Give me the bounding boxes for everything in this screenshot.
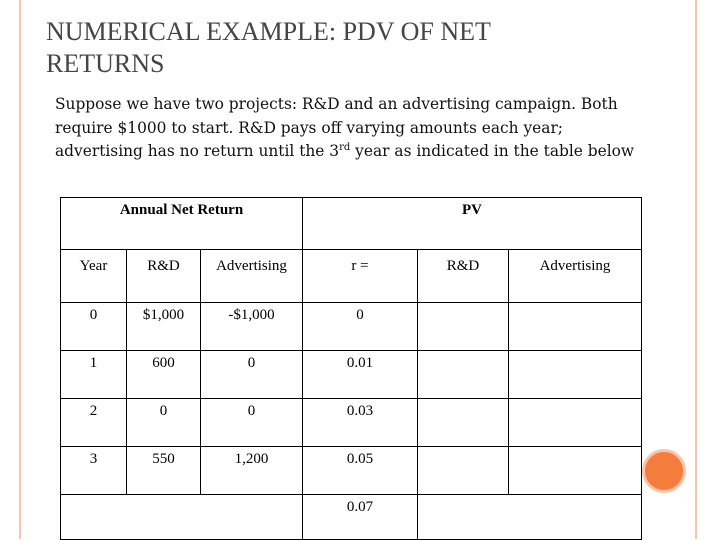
col-r: r = <box>303 250 418 303</box>
cell-pv-rd <box>418 351 509 399</box>
slide-title: NUMERICAL EXAMPLE: PDV OF NET RETURNS <box>46 17 491 78</box>
cell-adv: 0 <box>201 351 303 399</box>
cell-r: 0.07 <box>303 495 418 540</box>
cell-pv-rd <box>418 447 509 495</box>
cell-adv: -$1,000 <box>201 303 303 351</box>
col-year: Year <box>61 250 127 303</box>
cell-r: 0 <box>303 303 418 351</box>
cell-pv-rd <box>418 399 509 447</box>
cell-r: 0.03 <box>303 399 418 447</box>
cell-year: 0 <box>61 303 127 351</box>
paragraph-main: Suppose we have two projects: R&D and an advertising campaign. Both require $1000 to start. R&D pays off varying amounts each year; advertising has no return until the 3 <box>55 95 618 160</box>
col-advertising: Advertising <box>201 250 303 303</box>
table-row <box>61 303 642 351</box>
cell-year: 3 <box>61 447 127 495</box>
cell-year: 2 <box>61 399 127 447</box>
cell-rd: $1,000 <box>127 303 201 351</box>
cell-rd: 550 <box>127 447 201 495</box>
table-row <box>61 447 642 495</box>
table-column-header-row <box>61 250 642 303</box>
col-pv-rd: R&D <box>418 250 509 303</box>
cell-pv-adv <box>509 303 642 351</box>
paragraph-end: year as indicated in the table below <box>350 142 635 160</box>
table-group-header-row <box>61 198 642 250</box>
paragraph-superscript: rd <box>339 141 351 153</box>
cell-r: 0.05 <box>303 447 418 495</box>
table-row <box>61 399 642 447</box>
table-row <box>61 495 642 540</box>
header-annual-net-return: Annual Net Return <box>61 198 303 250</box>
returns-table <box>60 197 642 540</box>
table-row <box>61 351 642 399</box>
cell-rd: 600 <box>127 351 201 399</box>
cell-adv: 1,200 <box>201 447 303 495</box>
cell-empty-merged <box>61 495 303 540</box>
decorative-circle <box>642 449 686 493</box>
cell-pv-adv <box>509 351 642 399</box>
cell-rd: 0 <box>127 399 201 447</box>
cell-pv-adv <box>509 399 642 447</box>
cell-year: 1 <box>61 351 127 399</box>
col-rd: R&D <box>127 250 201 303</box>
col-pv-advertising: Advertising <box>509 250 642 303</box>
cell-pv-rd <box>418 303 509 351</box>
slide-paragraph <box>55 93 655 164</box>
cell-r: 0.01 <box>303 351 418 399</box>
cell-empty-merged-pv <box>418 495 642 540</box>
cell-adv: 0 <box>201 399 303 447</box>
cell-pv-adv <box>509 447 642 495</box>
header-pv: PV <box>303 198 642 250</box>
